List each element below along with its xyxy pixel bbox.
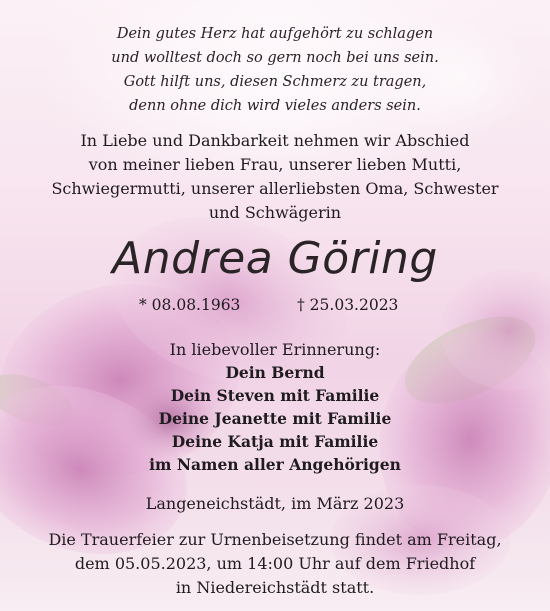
intro-line-2: von meiner lieben Frau, unserer lieben Mutti,: [88, 155, 462, 174]
mourner-3: Deine Jeanette mit Familie: [158, 409, 392, 428]
memory-heading: In liebevoller Erinnerung:: [169, 340, 381, 359]
place-and-date: Langeneichstädt, im März 2023: [145, 494, 405, 513]
ceremony-line-2: dem 05.05.2023, um 14:00 Uhr auf dem Friedhof: [74, 554, 476, 573]
mourner-1: Dein Bernd: [225, 363, 325, 382]
poem-line-3: Gott hilft uns, diesen Schmerz zu tragen,: [123, 74, 427, 90]
poem-line-1: Dein gutes Herz hat aufgehört zu schlagen: [116, 26, 434, 42]
poem-line-4: denn ohne dich wird vieles anders sein.: [129, 98, 421, 114]
intro-line-4: und Schwägerin: [208, 203, 342, 222]
intro-line-3: Schwiegermutti, unserer allerliebsten Oma, Schwester: [51, 179, 499, 198]
deceased-name: Andrea Göring: [112, 233, 438, 284]
mourner-5: im Namen aller Angehörigen: [149, 455, 401, 474]
intro-line-1: In Liebe und Dankbarkeit nehmen wir Abschied: [80, 131, 470, 150]
mourner-4: Deine Katja mit Familie: [171, 432, 379, 451]
ceremony-line-3: in Niedereichstädt statt.: [175, 578, 375, 597]
mourner-2: Dein Steven mit Familie: [170, 386, 380, 405]
death-date: † 25.03.2023: [297, 296, 399, 314]
ceremony-line-1: Die Trauerfeier zur Urnenbeisetzung findet am Freitag,: [48, 530, 502, 549]
poem-line-2: und wolltest doch so gern noch bei uns sein.: [111, 50, 439, 66]
birth-date: * 08.08.1963: [139, 296, 241, 314]
